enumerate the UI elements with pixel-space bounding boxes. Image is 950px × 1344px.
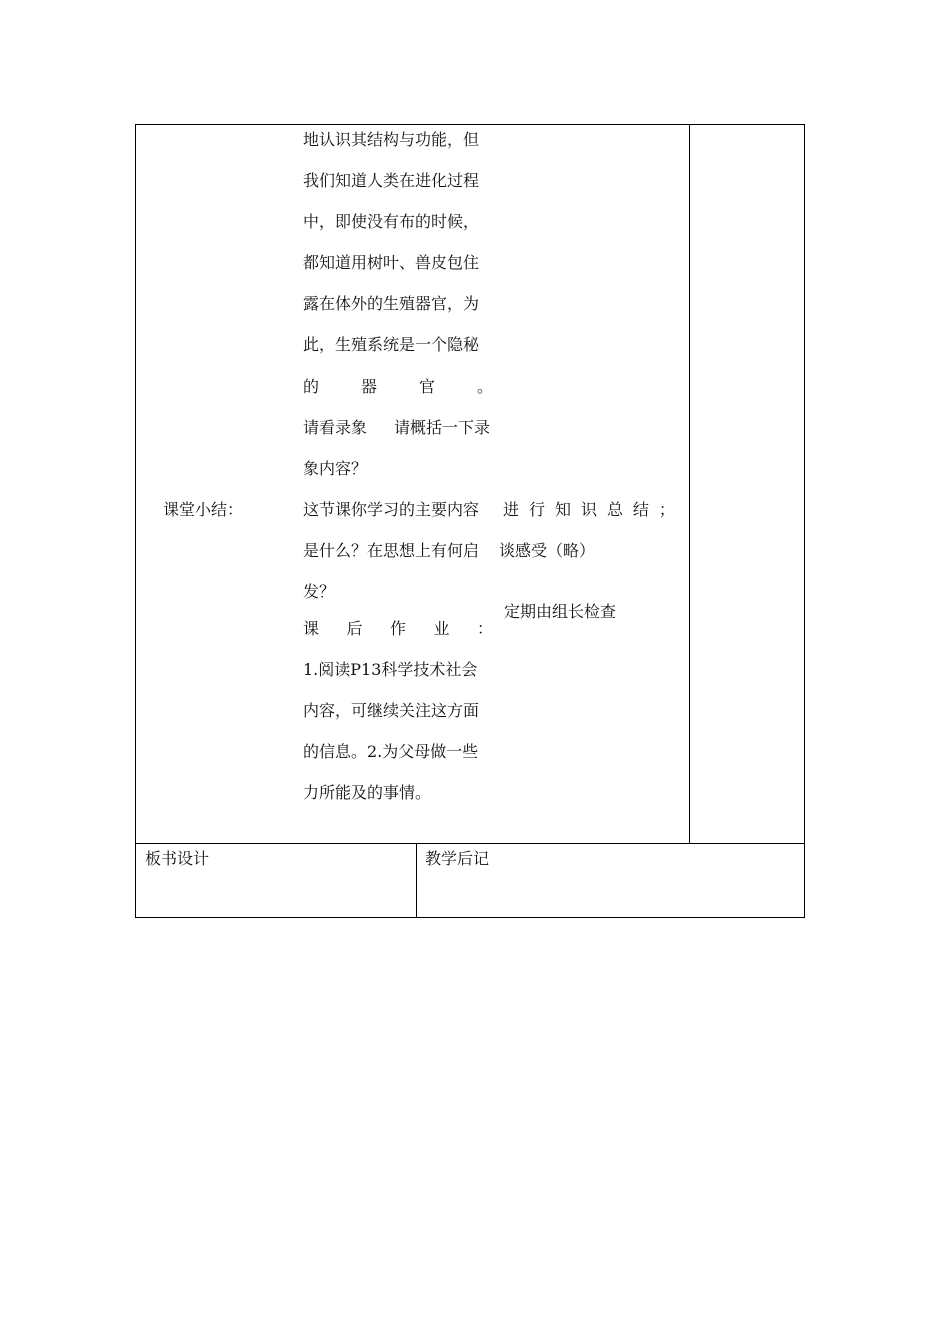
table-left-border (135, 124, 136, 918)
process-spaced-line (303, 377, 493, 397)
homework-line-2: 内容，可继续关注这方面 (303, 701, 480, 720)
spaced-char: 识 (580, 500, 597, 519)
spaced-char: 。 (476, 377, 493, 396)
summary-question-3: 发？ (303, 582, 336, 601)
spaced-char: 业 (433, 619, 450, 638)
spaced-char: 知 (554, 500, 571, 519)
homework-line-3: 的信息。2.为父母做一些 (303, 742, 479, 761)
table-column-divider-main (689, 124, 690, 844)
video-question: 请概括一下录 (394, 418, 491, 437)
process-line-4: 都知道用树叶、兽皮包住 (303, 253, 480, 272)
board-design-label: 板书设计 (145, 849, 210, 868)
table-column-divider-bottom (416, 843, 417, 918)
process-line-6: 此，生殖系统是一个隐秘 (303, 335, 480, 354)
summary-question-2: 是什么？在思想上有何启 (303, 541, 480, 560)
summary-label: 课堂小结： (163, 500, 244, 519)
homework-check: 定期由组长检查 (504, 602, 617, 621)
homework-line-1: 1.阅读P13科学技术社会 (303, 660, 478, 679)
spaced-char: 结 (632, 500, 649, 519)
spaced-char: 的 (303, 377, 320, 396)
homework-line-4: 力所能及的事情。 (303, 783, 432, 802)
student-line-2: 谈感受（略） (499, 541, 596, 560)
process-line-3: 中，即使没有布的时候， (303, 212, 480, 231)
teaching-notes-label: 教学后记 (425, 849, 490, 868)
spaced-char: 课 (303, 619, 320, 638)
spaced-char: 官 (418, 377, 435, 396)
spaced-char: 总 (606, 500, 623, 519)
table-row-divider (135, 843, 805, 844)
table-right-border (804, 124, 805, 918)
spaced-char: 行 (528, 500, 545, 519)
spaced-char: 作 (389, 619, 406, 638)
table-bottom-border (135, 917, 805, 918)
table-top-border (135, 124, 805, 125)
student-summary-spaced (503, 500, 675, 520)
process-line-2: 我们知道人类在进化过程 (303, 171, 480, 190)
spaced-char: 进 (503, 500, 520, 519)
homework-spaced-line (303, 619, 493, 639)
process-line-1: 地认识其结构与功能，但 (303, 130, 480, 149)
spaced-char: 后 (346, 619, 363, 638)
spaced-char: 器 (360, 377, 377, 396)
spaced-char: ； (658, 500, 675, 519)
summary-question: 这节课你学习的主要内容 (303, 500, 480, 519)
video-question-cont: 象内容？ (303, 459, 368, 478)
spaced-char: ： (476, 619, 493, 638)
process-line-5: 露在体外的生殖器官，为 (303, 294, 480, 313)
video-line: 请看录象 (303, 418, 368, 437)
